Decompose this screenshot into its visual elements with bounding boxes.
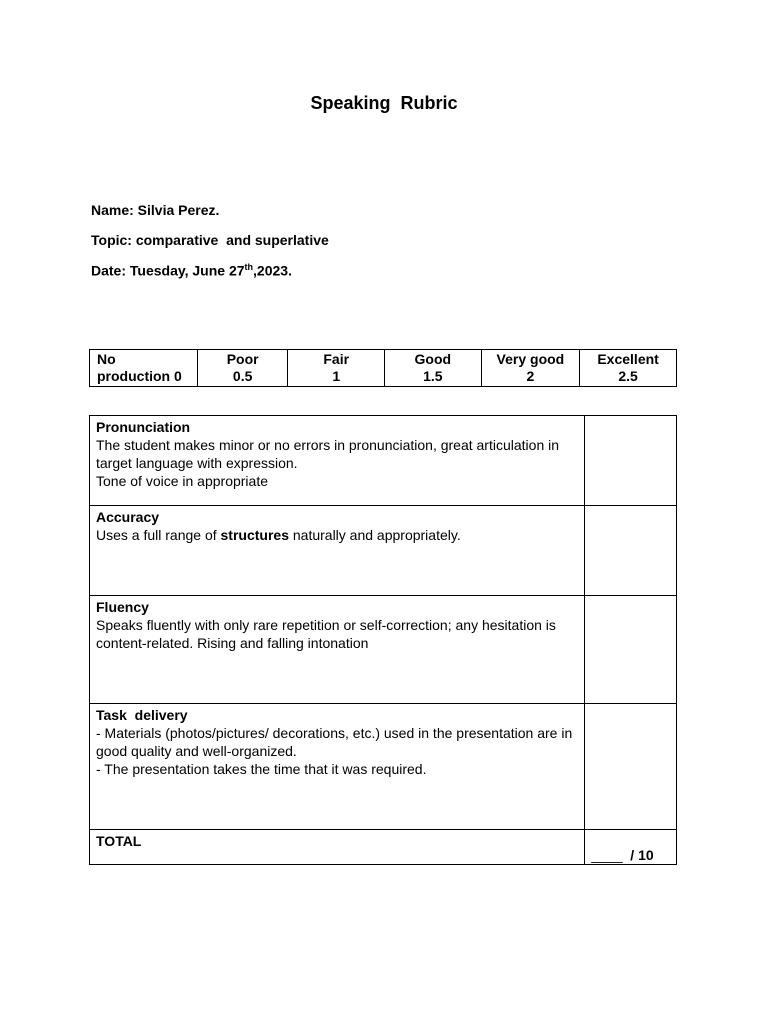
- description-text: naturally and appropriately.: [288, 527, 461, 543]
- scale-label: Good: [414, 351, 452, 367]
- rating-scale-row: [90, 350, 677, 387]
- criterion-cell: [90, 596, 585, 704]
- description-bold: structures: [220, 527, 289, 543]
- scale-label: No: [97, 351, 116, 367]
- scale-value: 0.5: [232, 368, 253, 384]
- score-cell[interactable]: [585, 596, 677, 704]
- rubric-row-task-delivery: [90, 704, 677, 830]
- score-cell[interactable]: [585, 704, 677, 830]
- criterion-description: - Materials (photos/pictures/ decorations, etc.) used in the presentation are in good quality and well-organized.: [96, 725, 573, 759]
- scale-value: 2: [526, 368, 535, 384]
- rubric-table: [89, 415, 677, 865]
- scale-cell-excellent: [580, 350, 677, 387]
- total-score-cell[interactable]: [585, 830, 677, 865]
- criterion-title: Pronunciation: [96, 419, 191, 435]
- scale-value: production 0: [97, 368, 182, 384]
- total-max: / 10: [622, 847, 654, 863]
- date-suffix: ,2023.: [253, 262, 292, 279]
- criterion-cell: [90, 704, 585, 830]
- total-label: TOTAL: [96, 833, 142, 849]
- total-label-cell: [90, 830, 585, 865]
- criterion-title: Fluency: [96, 599, 149, 615]
- description-text: Uses a full range of: [96, 527, 221, 543]
- scale-value: 2.5: [618, 368, 638, 384]
- criterion-cell: [90, 506, 585, 596]
- page-title: Speaking Rubric: [310, 93, 458, 113]
- criterion-title: Task delivery: [96, 707, 188, 723]
- scale-label: Fair: [323, 351, 350, 367]
- scale-cell-good: [385, 350, 482, 387]
- criterion-description: - The presentation takes the time that it was required.: [96, 761, 427, 777]
- scale-value: 1: [332, 368, 341, 384]
- criterion-description: Tone of voice in appropriate: [96, 473, 268, 489]
- criterion-title: Accuracy: [96, 509, 160, 525]
- score-cell[interactable]: [585, 416, 677, 506]
- score-cell[interactable]: [585, 506, 677, 596]
- student-name: Name: Silvia Perez.: [91, 202, 220, 218]
- rating-scale-table: [89, 349, 677, 387]
- date-ordinal: th: [244, 262, 254, 272]
- rubric-row-fluency: [90, 596, 677, 704]
- scale-label: Poor: [226, 351, 259, 367]
- rubric-row-total: [90, 830, 677, 865]
- scale-label: Very good: [496, 351, 565, 367]
- rubric-row-pronunciation: [90, 416, 677, 506]
- scale-cell-poor: [197, 350, 288, 387]
- date: [91, 262, 292, 279]
- total-blank: ____: [591, 847, 623, 863]
- scale-cell-fair: [288, 350, 385, 387]
- criterion-description: [96, 526, 578, 544]
- scale-cell-no-production: [90, 350, 198, 387]
- scale-label: Excellent: [597, 351, 659, 367]
- scale-value: 1.5: [423, 368, 443, 384]
- criterion-description: The student makes minor or no errors in pronunciation, great articulation in target language with expression.: [96, 437, 560, 471]
- criterion-description: Speaks fluently with only rare repetition or self-correction; any hesitation is content-related. Rising and falling intonation: [96, 617, 556, 651]
- date-prefix: Date: Tuesday, June 27: [91, 262, 245, 279]
- topic: Topic: comparative and superlative: [91, 232, 329, 248]
- scale-cell-very-good: [481, 350, 580, 387]
- rubric-row-accuracy: [90, 506, 677, 596]
- criterion-cell: [90, 416, 585, 506]
